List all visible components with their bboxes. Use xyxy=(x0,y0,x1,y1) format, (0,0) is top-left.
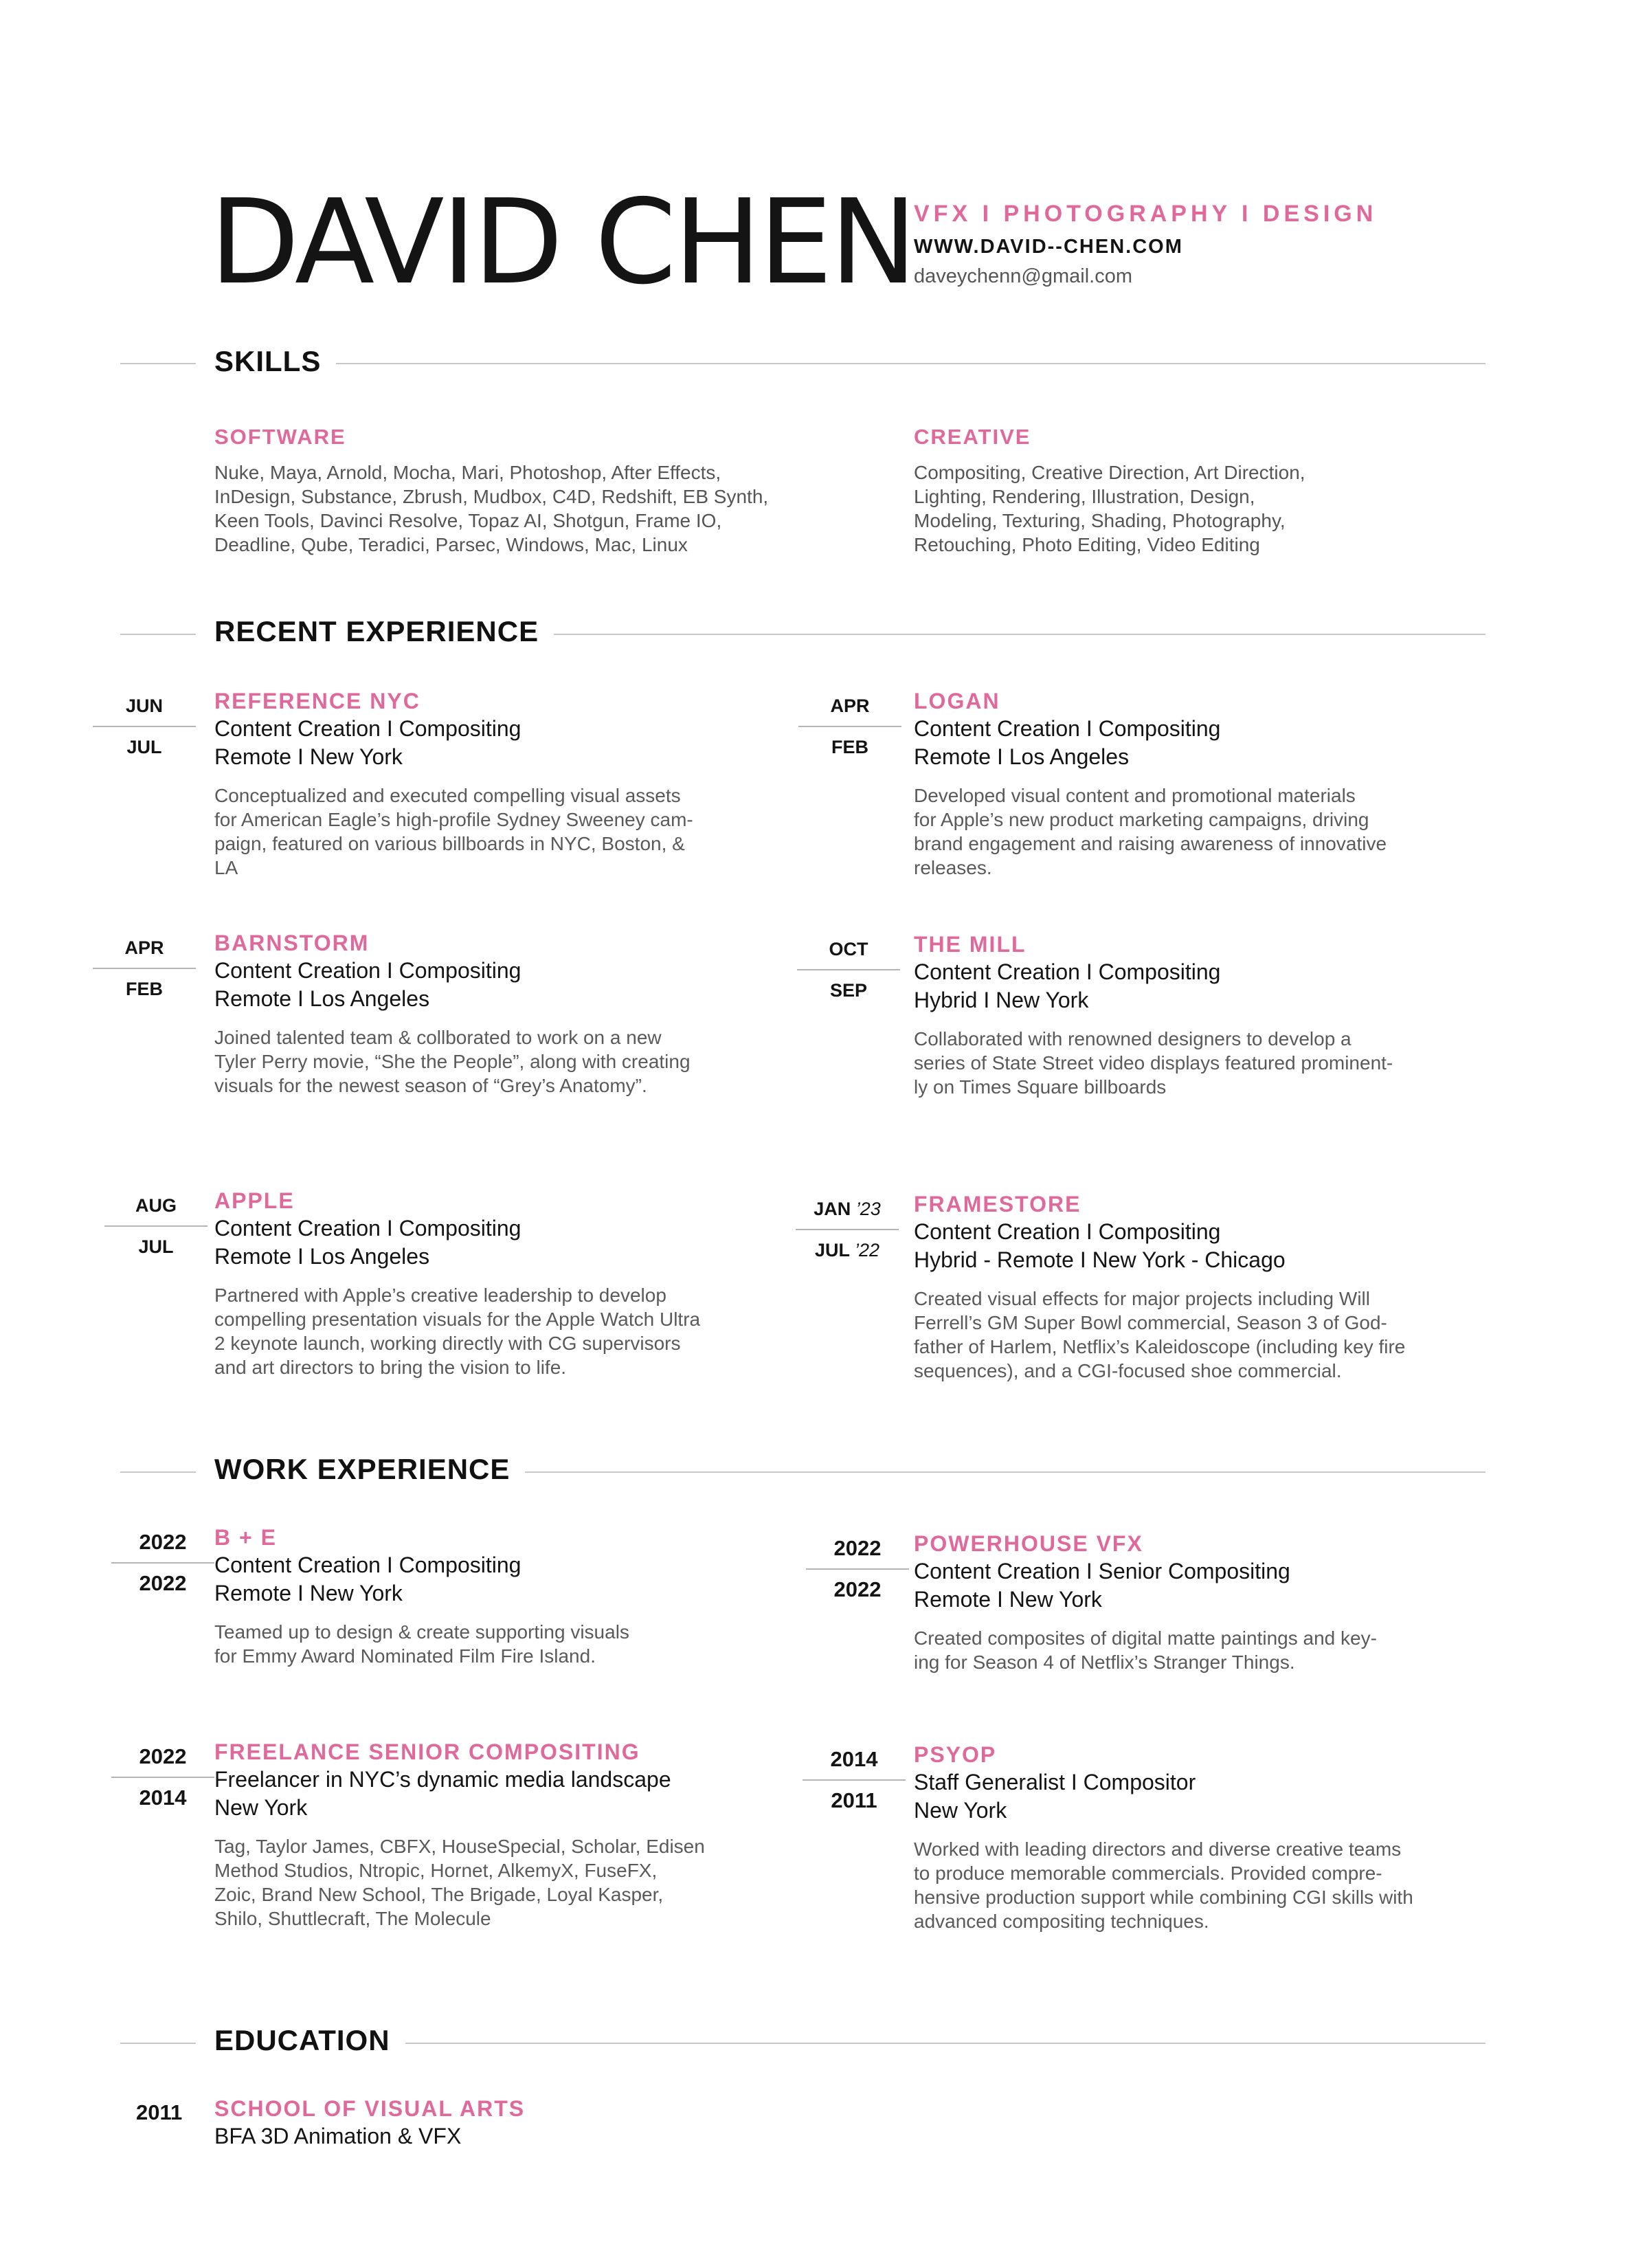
job-description: Joined talented team & collborated to work on a new Tyler Perry movie, “She the People”, along with creating visuals for the newest season of “Grey’s Anatomy”. xyxy=(214,1027,691,1096)
school-name: SCHOOL OF VISUAL ARTS xyxy=(214,2096,526,2121)
experience-entry xyxy=(214,929,778,1098)
job-role: Content Creation I Compositing xyxy=(214,1553,521,1577)
job-location: New York xyxy=(214,1795,308,1820)
job-description: Created visual effects for major projects including Will Ferrell’s GM Super Bowl commercial, Season 3 of God- father of Harlem, Netflix’s Kaleidoscope (including key fire sequences), and a CGI-focused shoe commercial. xyxy=(914,1288,1406,1381)
section-rule-right xyxy=(405,2043,1485,2044)
experience-entry xyxy=(914,1530,1477,1674)
company-name: FRAMESTORE xyxy=(914,1192,1081,1216)
experience-entry xyxy=(914,1190,1477,1383)
experience-entry xyxy=(214,1524,778,1668)
job-description: Worked with leading directors and diverse creative teams to produce memorable commercials. Provided compre- hensive production support while combining CGI skills with advanced compositing techniques. xyxy=(914,1838,1413,1932)
skills-software-heading: SOFTWARE xyxy=(214,425,346,449)
company-name: THE MILL xyxy=(914,932,1027,957)
date-range: 2014 2011 xyxy=(803,1746,906,1814)
section-rule-right xyxy=(546,634,1485,635)
section-rule-right xyxy=(519,1471,1485,1473)
job-location: Remote I Los Angeles xyxy=(914,744,1130,769)
section-rule-left xyxy=(120,363,196,364)
experience-entry xyxy=(914,1741,1477,1933)
job-description: Conceptualized and executed compelling visual assets for American Eagle’s high-profile Sydney Sweeney cam- paign, featured on various billboards in NYC, Boston, & LA xyxy=(214,785,693,878)
job-description: Developed visual content and promotional materials for Apple’s new product marketing campaigns, driving brand engagement and raising awareness of innovative releases. xyxy=(914,785,1387,878)
website-link[interactable]: WWW.DAVID--CHEN.COM xyxy=(914,236,1183,258)
section-title-recent-experience: RECENT EXPERIENCE xyxy=(214,615,554,648)
job-location: Remote I New York xyxy=(214,1581,403,1605)
job-role: Content Creation I Compositing xyxy=(914,716,1221,741)
experience-entry xyxy=(914,687,1477,880)
company-name: LOGAN xyxy=(914,689,1000,713)
date-range: OCT SEP xyxy=(797,936,900,1003)
section-rule-left xyxy=(120,634,196,635)
date-range: 2022 2022 xyxy=(111,1529,214,1597)
date-range: 2022 2022 xyxy=(806,1535,909,1603)
job-description: Teamed up to design & create supporting visuals for Emmy Award Nominated Film Fire Island. xyxy=(214,1621,629,1667)
job-role: Staff Generalist I Compositor xyxy=(914,1770,1196,1794)
company-name: B + E xyxy=(214,1525,277,1550)
company-name: PSYOP xyxy=(914,1742,997,1767)
candidate-name: DAVID CHEN xyxy=(210,175,915,311)
company-name: REFERENCE NYC xyxy=(214,689,420,713)
tagline: VFX I PHOTOGRAPHY I DESIGN xyxy=(914,201,1378,227)
section-title-education: EDUCATION xyxy=(214,2024,405,2057)
job-role: Content Creation I Compositing xyxy=(214,958,521,983)
job-role: Content Creation I Senior Compositing xyxy=(914,1559,1290,1583)
date-range: JUN JUL xyxy=(93,693,196,760)
date-range: AUG JUL xyxy=(104,1192,207,1260)
job-role: Content Creation I Compositing xyxy=(914,1219,1221,1244)
job-location: New York xyxy=(914,1798,1007,1823)
education-year: 2011 xyxy=(136,2100,183,2124)
degree: BFA 3D Animation & VFX xyxy=(214,2124,462,2148)
experience-entry xyxy=(214,687,778,880)
section-rule-left xyxy=(120,1471,196,1473)
skills-software-list: Nuke, Maya, Arnold, Mocha, Mari, Photoshop, After Effects, InDesign, Substance, Zbrush, Mudbox, C4D, Redshift, EB Synth, Keen Tools, Davinci Resolve, Topaz AI, Shotgun, Frame IO, Deadline, Qube, Teradici, Parsec, Windows, Mac, Linux xyxy=(214,462,769,555)
date-range: APR FEB xyxy=(798,693,901,760)
section-title-skills: SKILLS xyxy=(214,345,336,378)
company-name: BARNSTORM xyxy=(214,931,370,955)
job-location: Hybrid - Remote I New York - Chicago xyxy=(914,1247,1286,1272)
section-rule-right xyxy=(319,363,1485,364)
job-location: Hybrid I New York xyxy=(914,988,1089,1012)
company-name: APPLE xyxy=(214,1188,295,1213)
job-role: Content Creation I Compositing xyxy=(914,959,1221,984)
job-role: Content Creation I Compositing xyxy=(214,1216,521,1241)
job-location: Remote I New York xyxy=(214,744,403,769)
section-rule-left xyxy=(120,2043,196,2044)
job-description: Tag, Taylor James, CBFX, HouseSpecial, Scholar, Edisen Method Studios, Ntropic, Hornet, AlkemyX, FuseFX, Zoic, Brand New School, The Brigade, Loyal Kasper, Shilo, Shuttlecraft, The Molecule xyxy=(214,1836,705,1929)
skills-creative-list: Compositing, Creative Direction, Art Direction, Lighting, Rendering, Illustration, Design, Modeling, Texturing, Shading, Photography, Retouching, Photo Editing, Video Editing xyxy=(914,462,1305,555)
job-location: Remote I New York xyxy=(914,1587,1102,1612)
email-link[interactable]: daveychenn@gmail.com xyxy=(914,265,1132,287)
experience-entry xyxy=(214,1187,778,1379)
date-range: JAN ’23 JUL ’22 xyxy=(796,1196,899,1263)
job-location: Remote I Los Angeles xyxy=(214,1244,430,1269)
company-name: POWERHOUSE VFX xyxy=(914,1531,1143,1556)
education-entry xyxy=(214,2095,778,2150)
experience-entry xyxy=(214,1738,778,1931)
date-range: APR FEB xyxy=(93,935,196,1002)
job-role: Content Creation I Compositing xyxy=(214,716,521,741)
section-title-work-experience: WORK EXPERIENCE xyxy=(214,1453,525,1486)
company-name: FREELANCE SENIOR COMPOSITING xyxy=(214,1739,640,1764)
job-description: Partnered with Apple’s creative leadership to develop compelling presentation visuals for the Apple Watch Ultra 2 keynote launch, working directly with CG supervisors and art directors to bring the vision to life. xyxy=(214,1285,701,1378)
job-description: Collaborated with renowned designers to develop a series of State Street video displays featured prominent- ly on Times Square billboards xyxy=(914,1028,1393,1098)
job-location: Remote I Los Angeles xyxy=(214,986,430,1011)
job-description: Created composites of digital matte paintings and key- ing for Season 4 of Netflix’s Stranger Things. xyxy=(914,1627,1377,1673)
date-range: 2022 2014 xyxy=(111,1744,214,1811)
skills-creative-heading: CREATIVE xyxy=(914,425,1031,449)
experience-entry xyxy=(914,931,1477,1099)
job-role: Freelancer in NYC’s dynamic media landscape xyxy=(214,1767,671,1792)
